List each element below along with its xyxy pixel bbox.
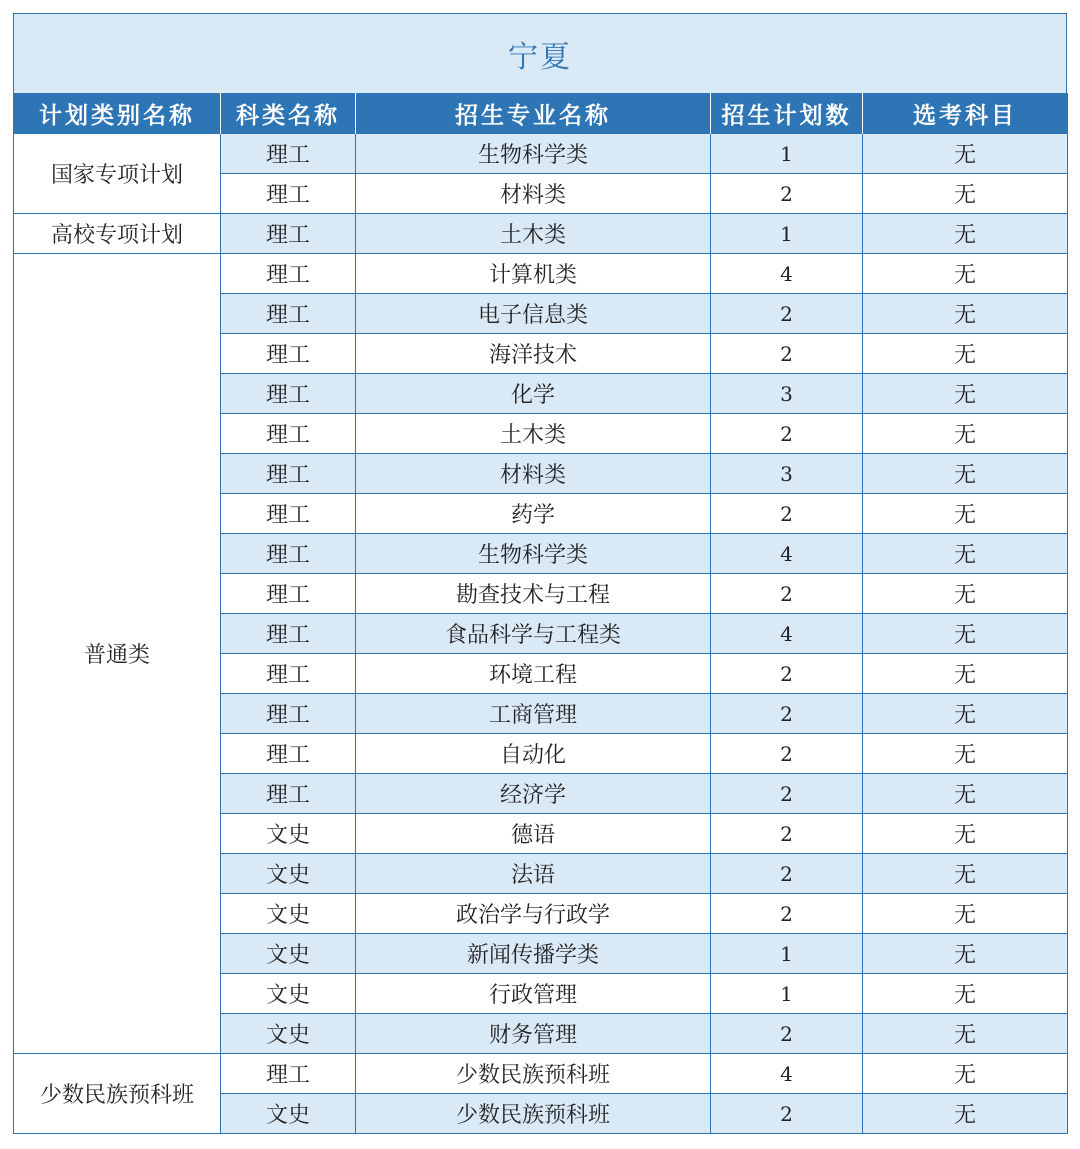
- major-cell: 材料类: [356, 174, 711, 214]
- count-cell: 2: [711, 494, 863, 534]
- major-cell: 财务管理: [356, 1014, 711, 1054]
- count-cell: 2: [711, 294, 863, 334]
- major-cell: 环境工程: [356, 654, 711, 694]
- type-cell: 理工: [221, 294, 356, 334]
- type-cell: 文史: [221, 894, 356, 934]
- major-cell: 海洋技术: [356, 334, 711, 374]
- header-major: 招生专业名称: [356, 93, 711, 134]
- count-cell: 2: [711, 574, 863, 614]
- admission-plan-table: [13, 13, 1067, 1134]
- type-cell: 理工: [221, 494, 356, 534]
- subject-cell: 无: [863, 294, 1068, 334]
- subject-cell: 无: [863, 934, 1068, 974]
- category-cell: 普通类: [14, 254, 221, 1054]
- subject-cell: 无: [863, 134, 1068, 174]
- header-category: 计划类别名称: [14, 93, 221, 134]
- subject-cell: 无: [863, 534, 1068, 574]
- header-count: 招生计划数: [711, 93, 863, 134]
- type-cell: 理工: [221, 534, 356, 574]
- count-cell: 2: [711, 1014, 863, 1054]
- type-cell: 理工: [221, 374, 356, 414]
- major-cell: 少数民族预科班: [356, 1054, 711, 1094]
- count-cell: 2: [711, 694, 863, 734]
- major-cell: 行政管理: [356, 974, 711, 1014]
- major-cell: 土木类: [356, 414, 711, 454]
- major-cell: 法语: [356, 854, 711, 894]
- type-cell: 理工: [221, 774, 356, 814]
- subject-cell: 无: [863, 814, 1068, 854]
- count-cell: 2: [711, 894, 863, 934]
- count-cell: 2: [711, 174, 863, 214]
- title-bar: [13, 13, 1067, 93]
- count-cell: 4: [711, 534, 863, 574]
- major-cell: 生物科学类: [356, 134, 711, 174]
- count-cell: 2: [711, 814, 863, 854]
- subject-cell: 无: [863, 174, 1068, 214]
- type-cell: 理工: [221, 694, 356, 734]
- category-cell: 高校专项计划: [14, 214, 221, 254]
- count-cell: 3: [711, 374, 863, 414]
- count-cell: 2: [711, 654, 863, 694]
- subject-cell: 无: [863, 414, 1068, 454]
- major-cell: 新闻传播学类: [356, 934, 711, 974]
- header-type: 科类名称: [221, 93, 356, 134]
- subject-cell: 无: [863, 494, 1068, 534]
- table-row: [14, 214, 1068, 254]
- type-cell: 理工: [221, 734, 356, 774]
- count-cell: 1: [711, 214, 863, 254]
- type-cell: 理工: [221, 654, 356, 694]
- type-cell: 文史: [221, 1094, 356, 1134]
- subject-cell: 无: [863, 734, 1068, 774]
- major-cell: 政治学与行政学: [356, 894, 711, 934]
- major-cell: 土木类: [356, 214, 711, 254]
- major-cell: 德语: [356, 814, 711, 854]
- major-cell: 材料类: [356, 454, 711, 494]
- type-cell: 理工: [221, 254, 356, 294]
- subject-cell: 无: [863, 614, 1068, 654]
- header-subject: 选考科目: [863, 93, 1068, 134]
- count-cell: 1: [711, 934, 863, 974]
- table-row: [14, 254, 1068, 294]
- subject-cell: 无: [863, 774, 1068, 814]
- major-cell: 生物科学类: [356, 534, 711, 574]
- type-cell: 文史: [221, 934, 356, 974]
- major-cell: 计算机类: [356, 254, 711, 294]
- count-cell: 2: [711, 854, 863, 894]
- table-row: [14, 134, 1068, 174]
- type-cell: 理工: [221, 174, 356, 214]
- category-cell: 少数民族预科班: [14, 1054, 221, 1134]
- count-cell: 2: [711, 734, 863, 774]
- subject-cell: 无: [863, 574, 1068, 614]
- count-cell: 3: [711, 454, 863, 494]
- subject-cell: 无: [863, 374, 1068, 414]
- subject-cell: 无: [863, 974, 1068, 1014]
- subject-cell: 无: [863, 694, 1068, 734]
- major-cell: 自动化: [356, 734, 711, 774]
- subject-cell: 无: [863, 454, 1068, 494]
- type-cell: 理工: [221, 454, 356, 494]
- count-cell: 4: [711, 1054, 863, 1094]
- major-cell: 食品科学与工程类: [356, 614, 711, 654]
- subject-cell: 无: [863, 1054, 1068, 1094]
- major-cell: 少数民族预科班: [356, 1094, 711, 1134]
- subject-cell: 无: [863, 854, 1068, 894]
- count-cell: 2: [711, 1094, 863, 1134]
- type-cell: 理工: [221, 134, 356, 174]
- type-cell: 理工: [221, 214, 356, 254]
- type-cell: 理工: [221, 614, 356, 654]
- subject-cell: 无: [863, 334, 1068, 374]
- count-cell: 1: [711, 974, 863, 1014]
- plan-table: [13, 93, 1068, 1134]
- type-cell: 理工: [221, 334, 356, 374]
- major-cell: 电子信息类: [356, 294, 711, 334]
- subject-cell: 无: [863, 1014, 1068, 1054]
- subject-cell: 无: [863, 1094, 1068, 1134]
- major-cell: 勘查技术与工程: [356, 574, 711, 614]
- count-cell: 2: [711, 334, 863, 374]
- subject-cell: 无: [863, 654, 1068, 694]
- count-cell: 1: [711, 134, 863, 174]
- header-row: [14, 93, 1068, 134]
- count-cell: 2: [711, 774, 863, 814]
- category-cell: 国家专项计划: [14, 134, 221, 214]
- table-body: [14, 134, 1068, 1134]
- major-cell: 化学: [356, 374, 711, 414]
- major-cell: 药学: [356, 494, 711, 534]
- subject-cell: 无: [863, 214, 1068, 254]
- type-cell: 文史: [221, 814, 356, 854]
- type-cell: 理工: [221, 414, 356, 454]
- type-cell: 文史: [221, 974, 356, 1014]
- count-cell: 4: [711, 614, 863, 654]
- type-cell: 文史: [221, 1014, 356, 1054]
- major-cell: 工商管理: [356, 694, 711, 734]
- subject-cell: 无: [863, 254, 1068, 294]
- major-cell: 经济学: [356, 774, 711, 814]
- type-cell: 理工: [221, 574, 356, 614]
- table-row: [14, 1054, 1068, 1094]
- count-cell: 2: [711, 414, 863, 454]
- subject-cell: 无: [863, 894, 1068, 934]
- type-cell: 文史: [221, 854, 356, 894]
- page-title: 宁夏: [508, 39, 572, 75]
- type-cell: 理工: [221, 1054, 356, 1094]
- count-cell: 4: [711, 254, 863, 294]
